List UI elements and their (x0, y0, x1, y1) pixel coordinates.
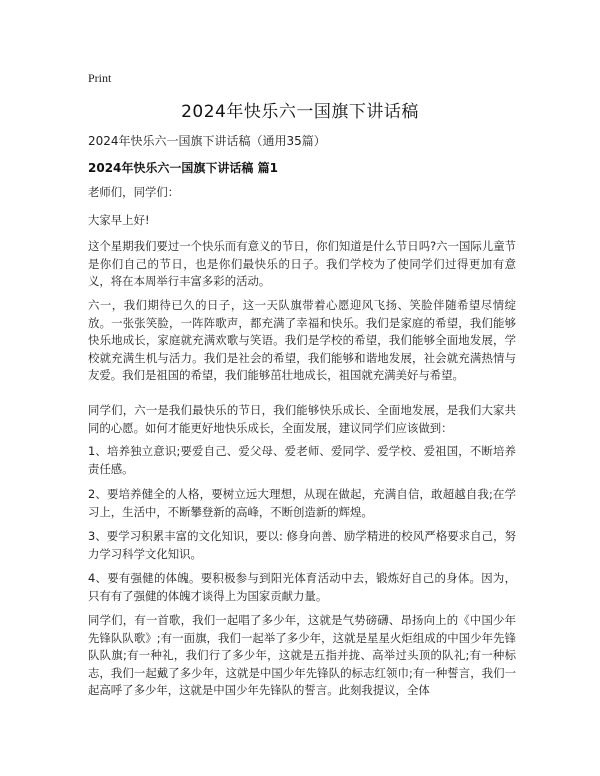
list-item: 4、要有强健的体魄。要积极参与到阳光体育活动中去，锻炼好自己的身体。因为，只有有了强健的体魄才谈得上为国家贡献力量。 (88, 571, 516, 603)
document-subtitle: 2024年快乐六一国旗下讲话稿（通用35篇） (88, 134, 326, 148)
document-title: 2024年快乐六一国旗下讲话稿 (181, 102, 419, 122)
body-paragraph: 同学们，六一是我们最快乐的节日，我们能够快乐成长、全面地发展，是我们大家共同的心愿。如何才能更好地快乐成长，全面发展，建议同学们应该做到： (88, 403, 516, 435)
list-item: 2、要培养健全的人格，要树立远大理想，从现在做起，充满自信，敢超越自我;在学习上，生活中，不断攀登新的高峰，不断创造新的辉煌。 (88, 487, 516, 519)
list-item: 3、要学习积累丰富的文化知识，要以: 修身向善、励学精进的校风严格要求自己，努力学习科学文化知识。 (88, 529, 516, 561)
list-item: 1、培养独立意识;要爱自己、爱父母、爱老师、爱同学、爱学校、爱祖国，不断培养责任感。 (88, 444, 516, 476)
print-link[interactable]: Print (88, 71, 112, 85)
body-paragraph: 六一，我们期待已久的日子，这一天队旗带着心愿迎风飞扬、笑脸伴随希望尽情绽放。一张张笑脸，一阵阵歌声，都充满了幸福和快乐。我们是家庭的希望，我们能够快乐地成长，家庭就充满欢歌与笑语。我们是学校的希望，我们能够全面地发展，学校就充满生机与活力。我们是社会的希望，我们能够和谐地发展，社会就充满热情与友爱。我们是祖国的希望，我们能够茁壮地成长，祖国就充满美好与希望。 (88, 298, 516, 382)
greeting-line: 老师们，同学们： (88, 185, 180, 199)
body-paragraph: 同学们，有一首歌，我们一起唱了多少年，这就是气势磅礴、昂扬向上的《中国少年先锋队队歌》;有一面旗，我们一起举了多少年，这就是星星火炬组成的中国少年先锋队队旗;有一种礼，我们行了多少年，这就是五指并拢、高举过头顶的队礼;有一种标志，我们一起戴了多少年，这就是中国少年先锋队的标志红领巾;有一种誓言，我们一起高呼了多少年，这就是中国少年先锋队的誓言。此刻我提议，全体 (88, 613, 516, 697)
section-heading: 2024年快乐六一国旗下讲话稿 篇1 (88, 161, 278, 175)
body-paragraph: 这个星期我们要过一个快乐而有意义的节日，你们知道是什么节日吗?六一国际儿童节是你们自己的节日，也是你们最快乐的日子。我们学校为了使同学们过得更加有意义，将在本周举行丰富多彩的活动。 (88, 239, 516, 288)
greeting-line: 大家早上好! (88, 213, 150, 227)
